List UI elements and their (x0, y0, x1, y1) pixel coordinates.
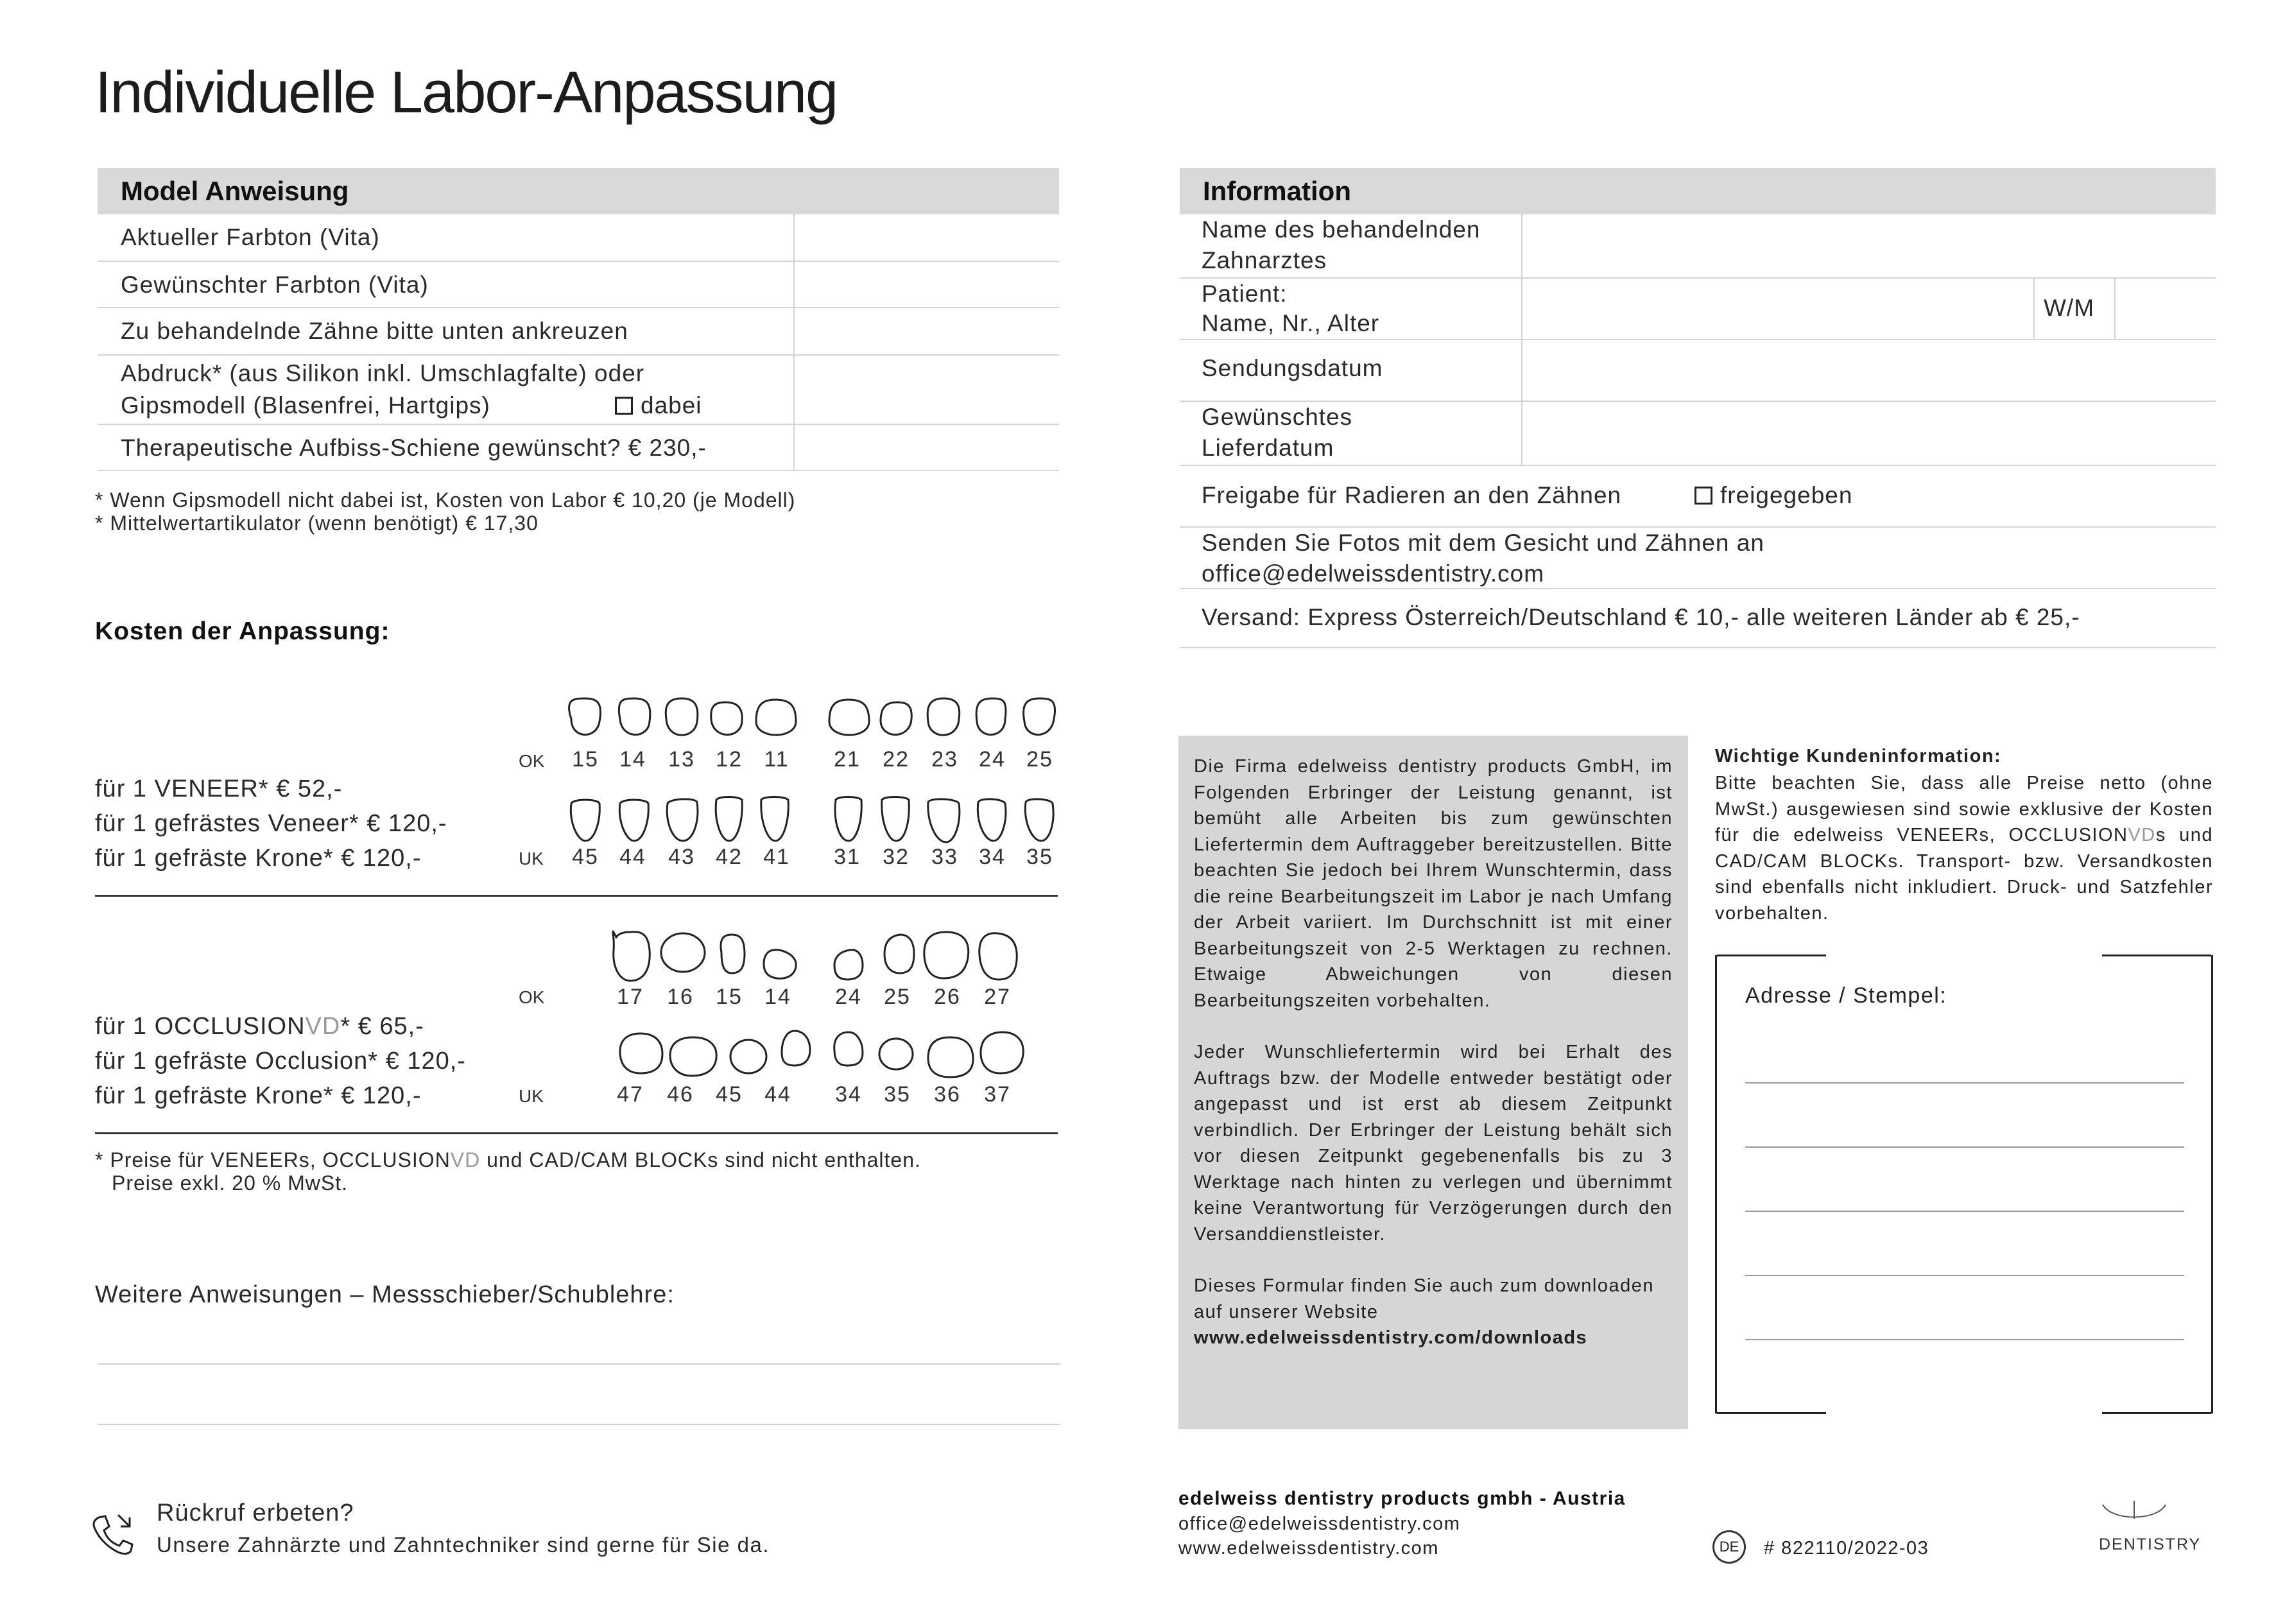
tooth-number-13[interactable]: 13 (668, 747, 695, 772)
stamp-corner-tr (2102, 955, 2211, 956)
tooth-34 (978, 799, 1006, 841)
tooth-number-31[interactable]: 31 (834, 845, 861, 869)
price-occlusion-text: für 1 OCCLUSION (95, 1013, 306, 1040)
tooth-number-11[interactable]: 11 (764, 747, 789, 772)
wm-label: W/M (2044, 295, 2095, 321)
footer-email-link[interactable]: office@edelweissdentistry.com (1178, 1514, 1461, 1534)
info-row-shipdate[interactable] (1180, 340, 2216, 402)
tooth-number-34[interactable]: 34 (979, 845, 1006, 869)
tooth-number-37[interactable]: 37 (984, 1082, 1011, 1107)
prices-note (95, 1148, 921, 1172)
tooth-number-43[interactable]: 43 (668, 845, 695, 869)
tooth-23 (927, 698, 960, 735)
brand-wordmark: DENTISTRY (2099, 1535, 2202, 1553)
jaw-ok-label: OK (519, 751, 545, 771)
callback-title: Rückruf erbeten? (157, 1499, 354, 1526)
tooth-15 (569, 698, 601, 735)
section-divider (95, 895, 1058, 897)
tooth-number-15[interactable]: 15 (572, 747, 599, 772)
tooth-24 (976, 698, 1006, 735)
release-checkbox-label: freigegeben (1720, 482, 1853, 508)
tooth-number-42[interactable]: 42 (716, 845, 743, 869)
tooth-number-32[interactable]: 32 (883, 845, 910, 869)
tooth-number-35[interactable]: 35 (884, 1082, 911, 1107)
tooth-43 (667, 799, 698, 841)
tooth-35 (1025, 799, 1053, 841)
wm-divider-left (2033, 279, 2035, 340)
plaster-label: Gipsmodell (Blasenfrei, Hartgips) (121, 392, 490, 419)
tooth-36 (928, 1037, 973, 1077)
plaster-checkbox-label: dabei (641, 392, 702, 419)
tooth-12 (711, 702, 742, 735)
jaw-ok-label-occlusion: OK (519, 987, 545, 1007)
terms-paragraph-1: Die Firma edelweiss dentistry products GmbH, im Folgenden Erbringer der Leistung genannt, ist bemüht alle Arbeiten bis zum gewünschten Liefertermin dem Auftraggeber bereitzustellen. Bitte beachten Sie jedoch bei Ihrem Wunschtermin, dass die reine Bearbeitungszeit im Labor je nach Umfang der Arbeit variiert. Im Durchschnitt ist mit einer Bearbeitungszeit von 2-5 Werktagen zu rechnen. Etwaige Abweichungen von diesen Bearbeitungszeiten vorbehalten. (1194, 756, 1673, 1011)
tooth-number-24[interactable]: 24 (979, 747, 1006, 772)
tooth-24o (834, 950, 863, 980)
photos-email-link[interactable]: office@edelweissdentistry.com (1202, 560, 1545, 587)
downloads-link[interactable]: www.edelweissdentistry.com/downloads (1194, 1327, 1588, 1348)
prices-note-text: * Preise für VENEERs, OCCLUSION (95, 1148, 451, 1171)
section-divider-2 (95, 1132, 1058, 1134)
footer-web-link[interactable]: www.edelweissdentistry.com (1178, 1538, 1439, 1559)
instructions-line-1[interactable] (98, 1363, 1060, 1365)
delivery-label-2: Lieferdatum (1202, 435, 1334, 461)
vd-mark: VD (2128, 825, 2156, 845)
tooth-25 (1024, 698, 1055, 735)
price-veneer: für 1 VENEER* € 52,- (95, 775, 343, 802)
tooth-37 (981, 1032, 1023, 1073)
tooth-34o (834, 1032, 863, 1066)
tooth-11 (756, 700, 796, 735)
desired-shade-label: Gewünschter Farbton (Vita) (121, 272, 429, 298)
info-row-photos (1180, 528, 2216, 589)
further-instructions-label: Weitere Anweisungen – Messschieber/Schublehre: (95, 1281, 675, 1308)
tooth-number-44[interactable]: 44 (764, 1082, 791, 1107)
tooth-number-45[interactable]: 45 (716, 1082, 743, 1107)
tooth-35o (879, 1039, 913, 1069)
release-checkbox[interactable] (1694, 480, 1852, 511)
dentist-label-2: Zahnarztes (1202, 247, 1327, 273)
tooth-42 (716, 797, 742, 842)
customer-info-text (1715, 770, 2213, 926)
tooth-number-34[interactable]: 34 (835, 1082, 862, 1107)
tooth-number-41[interactable]: 41 (763, 845, 790, 869)
tooth-number-44[interactable]: 44 (619, 845, 646, 869)
patient-label-1: Patient: (1202, 281, 1288, 307)
tooth-number-36[interactable]: 36 (934, 1082, 961, 1107)
tooth-33 (928, 799, 960, 842)
stamp-line-1[interactable] (1745, 1082, 2184, 1084)
stamp-label: Adresse / Stempel: (1745, 983, 1947, 1008)
tooth-number-22[interactable]: 22 (883, 747, 910, 772)
edelweiss-logo-icon (2099, 1499, 2169, 1525)
tooth-number-21[interactable]: 21 (834, 747, 861, 772)
tooth-31 (835, 797, 861, 842)
tooth-16 (661, 933, 705, 972)
tooth-number-12[interactable]: 12 (716, 747, 743, 772)
tooth-14o (764, 950, 796, 979)
stamp-line-3[interactable] (1745, 1211, 2184, 1212)
tooth-number-33[interactable]: 33 (931, 845, 958, 869)
document-number: # 822110/2022-03 (1764, 1538, 1929, 1559)
release-label: Freigabe für Radieren an den Zähnen (1202, 482, 1622, 508)
teeth-label: Zu behandelnde Zähne bitte unten ankreuzen (121, 318, 628, 344)
tooth-44 (619, 800, 648, 841)
tooth-46 (670, 1037, 716, 1076)
costs-title: Kosten der Anpassung: (95, 618, 390, 645)
stamp-line-4[interactable] (1745, 1275, 2184, 1276)
wm-divider-right (2114, 279, 2116, 340)
customer-info-text-a: Bitte beachten Sie, dass alle Preise netto (ohne MwSt.) ausgewiesen sind sowie exklusive der Kosten für die edelweiss VENEERs, OCCLUSION (1715, 773, 2213, 845)
tooth-number-46[interactable]: 46 (667, 1082, 694, 1107)
tooth-26 (924, 932, 969, 978)
tooth-45o (730, 1040, 766, 1073)
vat-note: Preise exkl. 20 % MwSt. (112, 1171, 348, 1195)
customer-info-text-b: s und CAD/CAM BLOCKs. Transport- bzw. Versandkosten sind ebenfalls nicht inkludiert. Druck- und Satzfehler vorbehalten. (1715, 825, 2213, 924)
jaw-uk-label: UK (519, 849, 544, 868)
tooth-number-14[interactable]: 14 (619, 747, 646, 772)
price-milled-crown-occlusion: für 1 gefräste Krone* € 120,- (95, 1082, 422, 1109)
tooth-15o (721, 935, 745, 973)
tooth-number-35[interactable]: 35 (1026, 845, 1053, 869)
tooth-13 (666, 698, 698, 735)
tooth-32 (882, 797, 910, 842)
footnote-articulator: * Mittelwertartikulator (wenn benötigt) € 17,30 (95, 512, 539, 535)
price-milled-crown: für 1 gefräste Krone* € 120,- (95, 845, 422, 872)
price-occlusion (95, 1009, 424, 1044)
page-title: Individuelle Labor-Anpassung (95, 60, 838, 125)
tooth-number-15[interactable]: 15 (716, 985, 743, 1009)
info-row-release[interactable] (1180, 466, 2216, 528)
terms-paragraph-3: Dieses Formular finden Sie auch zum downloaden auf unserer Website (1194, 1275, 1655, 1322)
info-row-shipping (1180, 589, 2216, 648)
tooth-number-47[interactable]: 47 (617, 1082, 644, 1107)
callback-text: Unsere Zahnärzte und Zahntechniker sind gerne für Sie da. (157, 1533, 770, 1557)
tooth-number-24[interactable]: 24 (835, 985, 862, 1009)
tooth-14 (619, 698, 650, 735)
tooth-22 (881, 702, 911, 735)
info-row-patient[interactable] (1180, 279, 2216, 340)
info-row-delivery[interactable] (1180, 402, 2216, 466)
checkbox-icon (1694, 487, 1712, 505)
price-milled-veneer: für 1 gefrästes Veneer* € 120,- (95, 810, 447, 837)
tooth-41 (761, 797, 788, 842)
terms-box (1178, 736, 1688, 1429)
tooth-17 (613, 931, 650, 981)
tooth-27 (979, 933, 1017, 980)
stamp-line-5[interactable] (1745, 1339, 2184, 1340)
tooth-number-17[interactable]: 17 (617, 985, 644, 1009)
instructions-line-2[interactable] (98, 1424, 1060, 1425)
stamp-corner-br (2102, 1412, 2211, 1414)
model-header: Model Anweisung (98, 168, 1059, 214)
price-occlusion-amount: * € 65,- (340, 1013, 424, 1040)
prices-note-text-2: und CAD/CAM BLOCKs sind nicht enthalten. (480, 1148, 921, 1171)
footnote-plaster: * Wenn Gipsmodell nicht dabei ist, Kosten von Labor € 10,20 (je Modell) (95, 488, 796, 512)
footer-company: edelweiss dentistry products gmbh - Austria (1178, 1488, 1626, 1509)
stamp-corner-bl (1717, 1412, 1826, 1414)
patient-label-2: Name, Nr., Alter (1202, 310, 1380, 336)
tooth-number-45[interactable]: 45 (572, 845, 599, 869)
tooth-number-26[interactable]: 26 (934, 985, 961, 1009)
stamp-line-2[interactable] (1745, 1146, 2184, 1148)
terms-paragraph-2: Jeder Wunschliefertermin wird bei Erhalt des Auftrags bzw. der Modelle entweder bestätigt oder angepasst und ist erst ab diesem Zeitpunkt verbindlich. Der Erbringer der Leistung behält sich vor diesen Zeitpunkt gegebenenfalls bis zu 3 Werktage nach hinten zu verlegen und übernimmt keine Verantwortung für Verzögerungen durch den Versanddienstleister. (1194, 1042, 1673, 1245)
shipdate-label: Sendungsdatum (1202, 355, 1383, 381)
language-badge: DE (1712, 1530, 1746, 1564)
vd-mark: VD (305, 1013, 341, 1040)
info-header: Information (1180, 168, 2216, 214)
photos-label: Senden Sie Fotos mit dem Gesicht und Zähnen an (1202, 530, 1764, 556)
stamp-box[interactable] (1715, 955, 2213, 1413)
tooth-number-23[interactable]: 23 (931, 747, 958, 772)
phone-callback-icon[interactable] (90, 1511, 135, 1556)
current-shade-label: Aktueller Farbton (Vita) (121, 224, 380, 250)
tooth-47 (620, 1033, 662, 1073)
tooth-21 (829, 700, 869, 735)
price-milled-occlusion: für 1 gefräste Occlusion* € 120,- (95, 1048, 466, 1075)
tooth-45 (571, 800, 599, 841)
jaw-uk-label-occlusion: UK (519, 1086, 544, 1106)
splint-label: Therapeutische Aufbiss-Schiene gewünscht? € 230,- (121, 435, 707, 461)
vd-mark: VD (450, 1148, 481, 1171)
shipping-label: Versand: Express Österreich/Deutschland € 10,- alle weiteren Länder ab € 25,- (1202, 604, 2080, 630)
tooth-44o (782, 1031, 810, 1066)
dentist-label-1: Name des behandelnden (1202, 216, 1481, 243)
delivery-label-1: Gewünschtes (1202, 404, 1353, 430)
tooth-number-25[interactable]: 25 (1026, 747, 1053, 772)
tooth-number-27[interactable]: 27 (984, 985, 1011, 1009)
info-row-dentist[interactable] (1180, 214, 2216, 279)
tooth-number-25[interactable]: 25 (884, 985, 911, 1009)
tooth-25o (884, 935, 914, 973)
stamp-corner-tl (1717, 955, 1826, 956)
tooth-number-14[interactable]: 14 (764, 985, 791, 1009)
customer-info-title: Wichtige Kundeninformation: (1715, 746, 2002, 766)
impression-label: Abdruck* (aus Silikon inkl. Umschlagfalte) oder (121, 360, 645, 386)
tooth-number-16[interactable]: 16 (667, 985, 694, 1009)
